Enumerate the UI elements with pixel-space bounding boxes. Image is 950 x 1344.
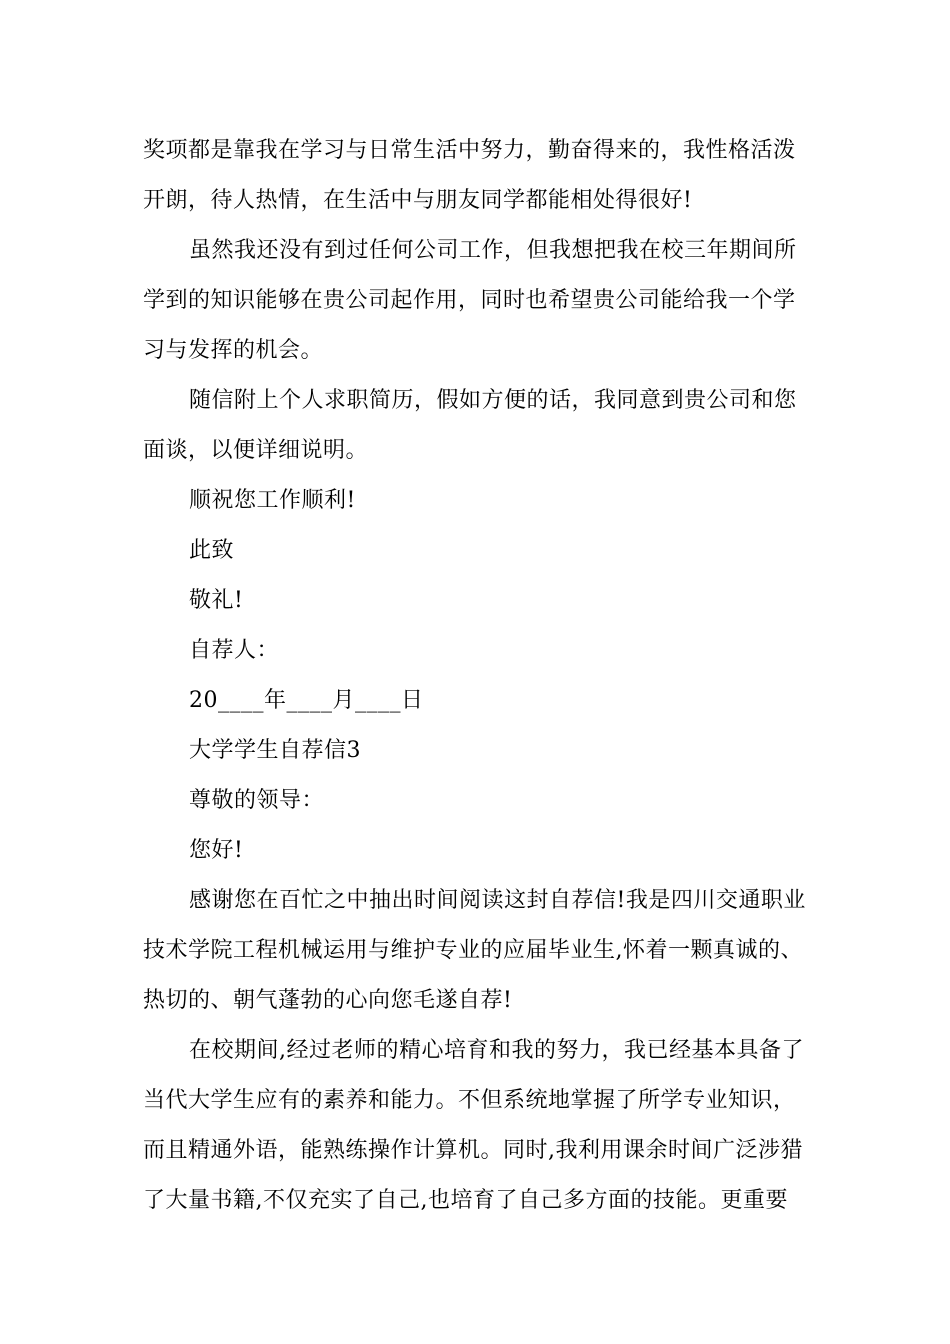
closing-wish: 顺祝您工作顺利! xyxy=(189,488,356,513)
signature-label: 自荐人： xyxy=(189,638,280,663)
paragraph-start-line: 感谢您在百忙之中抽出时间阅读这封自荐信!我是四川交通职业 xyxy=(189,888,806,913)
body-text-line: 面谈，以便详细说明。 xyxy=(143,438,369,463)
body-text-line: 而且精通外语，能熟练操作计算机。同时,我利用课余时间广泛涉猎 xyxy=(143,1138,803,1163)
paragraph-start-line: 在校期间,经过老师的精心培育和我的努力，我已经基本具备了 xyxy=(189,1038,804,1063)
date-line: 20____年____月____日 xyxy=(189,688,424,713)
paragraph-start-line: 虽然我还没有到过任何公司工作，但我想把我在校三年期间所 xyxy=(189,238,797,263)
greeting-recipient: 尊敬的领导： xyxy=(189,788,325,813)
body-text-line: 开朗，待人热情，在生活中与朋友同学都能相处得很好! xyxy=(143,188,693,213)
body-text-line: 了大量书籍,不仅充实了自己,也培育了自己多方面的技能。更重要 xyxy=(143,1188,788,1213)
body-text-line: 学到的知识能够在贵公司起作用，同时也希望贵公司能给我一个学 xyxy=(143,288,796,313)
greeting: 您好! xyxy=(189,838,244,863)
body-text-line: 习与发挥的机会。 xyxy=(143,338,324,363)
body-text-line: 奖项都是靠我在学习与日常生活中努力，勤奋得来的，我性格活泼 xyxy=(143,138,796,163)
paragraph-start-line: 随信附上个人求职简历，假如方便的话，我同意到贵公司和您 xyxy=(189,388,797,413)
salutation-regards: 敬礼! xyxy=(189,588,244,613)
body-text-line: 技术学院工程机械运用与维护专业的应届毕业生,怀着一颗真诚的、 xyxy=(143,938,803,963)
section-title: 大学学生自荐信3 xyxy=(189,738,361,763)
body-text-line: 热切的、朝气蓬勃的心向您毛遂自荐! xyxy=(143,988,513,1013)
salutation-closing: 此致 xyxy=(189,538,235,563)
body-text-line: 当代大学生应有的素养和能力。不但系统地掌握了所学专业知识， xyxy=(143,1088,796,1113)
